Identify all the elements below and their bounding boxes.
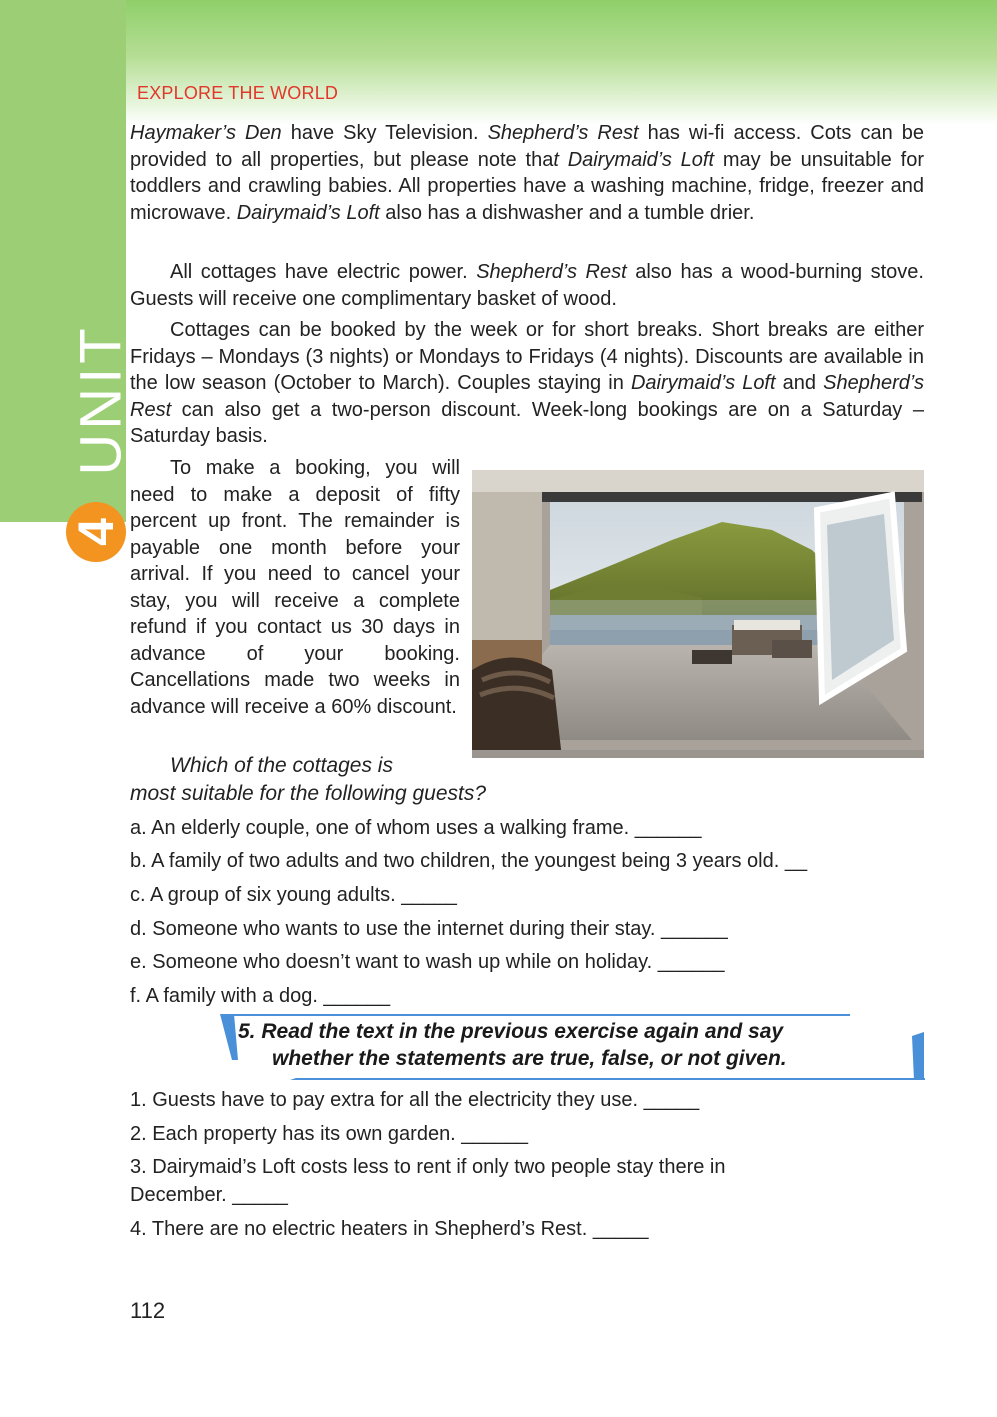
exercise-5-banner xyxy=(220,1012,926,1084)
statement-4: 4. There are no electric heaters in Shepherd’s Rest. _____ xyxy=(130,1218,649,1240)
exercise-5-instruction: 5. Read the text in the previous exercise again and say whether the statements are true, false, or not given. xyxy=(238,1020,787,1070)
cottage-terrace-photo xyxy=(472,470,924,758)
guest-item-b: b. A family of two adults and two children, the youngest being 3 years old. __ xyxy=(130,850,808,872)
guest-item-c: c. A group of six young adults. _____ xyxy=(130,884,457,906)
unit-label: UNIT xyxy=(68,324,134,476)
top-green-band xyxy=(0,0,997,125)
guest-item-f: f. A family with a dog. ______ xyxy=(130,985,391,1007)
question-prompt: Which of the cottages is most suitable for the following guests? xyxy=(130,754,487,805)
statement-3: 3. Dairymaid’s Loft costs less to rent if only two people stay there in xyxy=(130,1156,726,1178)
guest-item-d: d. Someone who wants to use the internet during their stay. ______ xyxy=(130,918,728,940)
page-number: 112 xyxy=(130,1298,166,1323)
guest-item-e: e. Someone who doesn’t want to wash up while on holiday. ______ xyxy=(130,951,725,973)
statement-1: 1. Guests have to pay extra for all the electricity they use. _____ xyxy=(130,1089,700,1111)
statement-2: 2. Each property has its own garden. ______ xyxy=(130,1123,529,1145)
section-header: EXPLORE THE WORLD xyxy=(137,83,339,103)
paragraph-bookings: Cottages can be booked by the week or for short breaks. Short breaks are either Fridays – Mondays (3 nights) or Mondays to Fridays (4 nights). Discounts are available in the low season (October to March). Couples staying in Dairymaid’s Loft and Shepherd’s Rest can also get a two-person discount. Week-long bookings are on a Saturday – Saturday basis. xyxy=(130,319,924,447)
paragraph-power: All cottages have electric power. Shepherd’s Rest also has a wood-burning stove. Guests will receive one complimentary basket of wood. xyxy=(130,261,924,310)
statement-3-continued: December. _____ xyxy=(130,1184,288,1206)
guest-item-a: a. An elderly couple, one of whom uses a walking frame. ______ xyxy=(130,817,702,839)
unit-number: 4 xyxy=(68,518,124,546)
unit-number-badge xyxy=(66,502,126,562)
paragraph-deposit: To make a booking, you will need to make a deposit of fifty percent up front. The remainder is payable one month before your arrival. If you need to cancel your stay, you will receive a complete refund if you contact us 30 days in advance of your booking. Cancellations made two weeks in advance will receive a 60% discount. xyxy=(130,457,460,718)
paragraph-amenities: Haymaker’s Den have Sky Television. Shepherd’s Rest has wi-fi access. Cots can be provided to all properties, but please note that Dairymaid’s Loft may be unsuitable for toddlers and crawling babies. All properties have a washing machine, fridge, freezer and microwave. Dairymaid’s Loft also has a dishwasher and a tumble drier. xyxy=(130,122,925,224)
